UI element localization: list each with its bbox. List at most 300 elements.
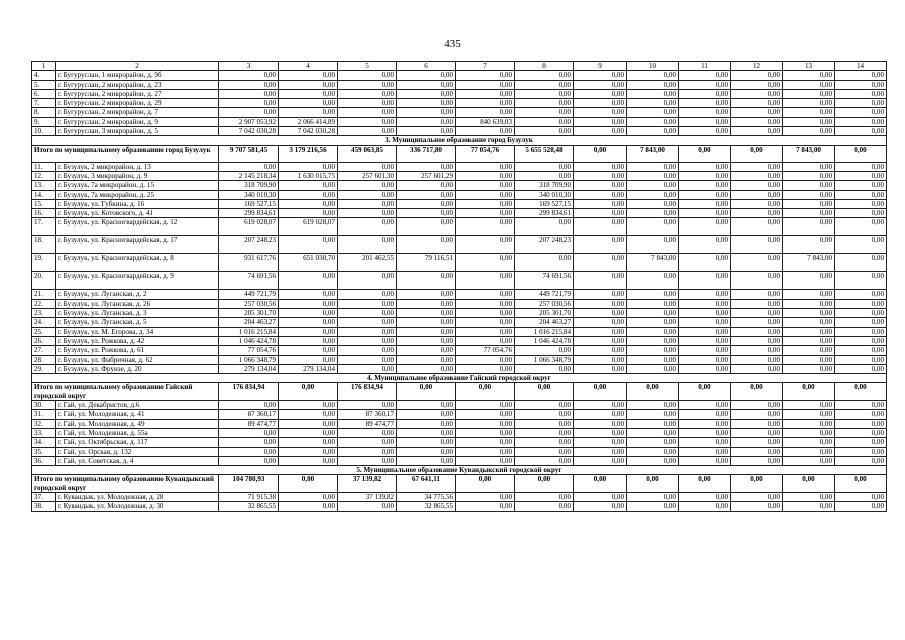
amount-cell: 0,00: [835, 89, 887, 98]
amount-cell: 0,00: [731, 355, 783, 364]
amount-cell: 0,00: [679, 410, 731, 419]
amount-cell: 651 038,70: [279, 254, 338, 272]
amount-cell: 0,00: [835, 290, 887, 299]
amount-cell: 0,00: [731, 199, 783, 208]
amount-cell: 0,00: [731, 401, 783, 410]
amount-cell: 0,00: [338, 428, 397, 437]
subtotal-value: 0,00: [835, 475, 887, 493]
amount-cell: 0,00: [515, 428, 574, 437]
amount-cell: 0,00: [338, 236, 397, 254]
amount-cell: 0,00: [574, 336, 627, 345]
amount-cell: 0,00: [279, 447, 338, 456]
amount-cell: 0,00: [835, 80, 887, 89]
amount-cell: 0,00: [574, 254, 627, 272]
amount-cell: 0,00: [731, 364, 783, 373]
amount-cell: 0,00: [731, 318, 783, 327]
amount-cell: 0,00: [338, 272, 397, 290]
subtotal-value: 0,00: [679, 475, 731, 493]
amount-cell: 0,00: [397, 336, 456, 345]
table-row: [32, 419, 887, 428]
amount-cell: 0,00: [627, 447, 679, 456]
amount-cell: 0,00: [731, 99, 783, 108]
amount-cell: 0,00: [397, 117, 456, 126]
amount-cell: 0,00: [515, 410, 574, 419]
column-number: 12: [731, 62, 783, 71]
row-number: 11.: [32, 162, 56, 171]
amount-cell: 0,00: [515, 492, 574, 501]
amount-cell: 0,00: [515, 447, 574, 456]
table-row: [32, 89, 887, 98]
table-row: [32, 254, 887, 272]
amount-cell: 0,00: [574, 299, 627, 308]
amount-cell: 0,00: [279, 336, 338, 345]
amount-cell: 0,00: [515, 254, 574, 272]
amount-cell: 0,00: [627, 80, 679, 89]
amount-cell: 0,00: [783, 290, 835, 299]
amount-cell: 0,00: [679, 190, 731, 199]
amount-cell: 0,00: [397, 71, 456, 80]
address-cell: г. Бугуруслан, 2 микрорайон, д. 27: [56, 89, 219, 98]
row-number: 21.: [32, 290, 56, 299]
amount-cell: 0,00: [515, 419, 574, 428]
section-heading: 4. Муниципальное образование Гайский городской округ: [32, 374, 887, 383]
amount-cell: 205 301,70: [515, 309, 574, 318]
amount-cell: 0,00: [574, 428, 627, 437]
amount-cell: 0,00: [731, 327, 783, 336]
amount-cell: 0,00: [574, 218, 627, 236]
section-heading-row: [32, 374, 887, 383]
amount-cell: 0,00: [279, 401, 338, 410]
subtotal-label: Итого по муниципальному образованию Кувандыкский городской округ: [32, 475, 219, 493]
amount-cell: 0,00: [279, 190, 338, 199]
amount-cell: 0,00: [627, 218, 679, 236]
amount-cell: 318 709,90: [515, 181, 574, 190]
subtotal-value: 0,00: [515, 475, 574, 493]
amount-cell: 0,00: [731, 309, 783, 318]
subtotal-value: 0,00: [679, 383, 731, 401]
amount-cell: 0,00: [397, 162, 456, 171]
amount-cell: 0,00: [397, 327, 456, 336]
amount-cell: 0,00: [456, 181, 515, 190]
amount-cell: 0,00: [279, 492, 338, 501]
amount-cell: 0,00: [835, 456, 887, 465]
amount-cell: 0,00: [731, 236, 783, 254]
amount-cell: 0,00: [279, 355, 338, 364]
row-number: 12.: [32, 171, 56, 180]
amount-cell: 0,00: [456, 89, 515, 98]
row-number: 6.: [32, 89, 56, 98]
amount-cell: 0,00: [279, 290, 338, 299]
amount-cell: 0,00: [679, 419, 731, 428]
row-number: 15.: [32, 199, 56, 208]
subtotal-value: 459 063,85: [338, 145, 397, 162]
amount-cell: 0,00: [679, 401, 731, 410]
address-cell: г. Бузулук, ул. Луганская, д. 5: [56, 318, 219, 327]
amount-cell: 0,00: [627, 419, 679, 428]
amount-cell: 0,00: [835, 502, 887, 511]
table-body: [32, 62, 887, 512]
amount-cell: 0,00: [731, 346, 783, 355]
amount-cell: 931 617,76: [219, 254, 279, 272]
address-cell: г. Бузулук, ул. Котовского, д. 41: [56, 209, 219, 218]
amount-cell: 0,00: [731, 71, 783, 80]
row-number: 37.: [32, 492, 56, 501]
amount-cell: 0,00: [456, 410, 515, 419]
address-cell: г. Бузулук, 2 микрорайон, д. 13: [56, 162, 219, 171]
amount-cell: 0,00: [679, 199, 731, 208]
address-cell: г. Бузулук, ул. Красногвардейская, д. 9: [56, 272, 219, 290]
amount-cell: 79 116,51: [397, 254, 456, 272]
amount-cell: 87 360,17: [338, 410, 397, 419]
table-row: [32, 209, 887, 218]
amount-cell: 0,00: [783, 346, 835, 355]
subtotal-value: 0,00: [731, 475, 783, 493]
amount-cell: 279 134,04: [219, 364, 279, 373]
amount-cell: 0,00: [456, 492, 515, 501]
amount-cell: 0,00: [679, 502, 731, 511]
subtotal-value: 7 843,00: [627, 145, 679, 162]
amount-cell: 0,00: [627, 127, 679, 136]
table-row: [32, 447, 887, 456]
amount-cell: 87 360,17: [219, 410, 279, 419]
subtotal-value: 3 179 216,56: [279, 145, 338, 162]
amount-cell: 0,00: [679, 99, 731, 108]
amount-cell: 0,00: [731, 272, 783, 290]
amount-cell: 0,00: [338, 309, 397, 318]
amount-cell: 0,00: [397, 410, 456, 419]
amount-cell: 169 527,15: [219, 199, 279, 208]
table-row: [32, 171, 887, 180]
amount-cell: 0,00: [574, 190, 627, 199]
amount-cell: 0,00: [219, 447, 279, 456]
column-number: 6: [397, 62, 456, 71]
column-number: 10: [627, 62, 679, 71]
subtotal-value: 0,00: [835, 383, 887, 401]
table-row: [32, 309, 887, 318]
address-cell: г. Гай, ул. Декабристов, д.6: [56, 401, 219, 410]
amount-cell: 71 915,38: [219, 492, 279, 501]
amount-cell: 0,00: [574, 456, 627, 465]
amount-cell: 0,00: [783, 272, 835, 290]
subtotal-value: 9 707 581,45: [219, 145, 279, 162]
amount-cell: 0,00: [627, 209, 679, 218]
subtotal-value: 0,00: [515, 383, 574, 401]
address-cell: г. Гай, ул. Молодежная, д. 41: [56, 410, 219, 419]
amount-cell: 0,00: [279, 236, 338, 254]
amount-cell: 0,00: [338, 190, 397, 199]
amount-cell: 0,00: [679, 272, 731, 290]
amount-cell: 0,00: [279, 181, 338, 190]
address-cell: г. Кувандык, ул. Молодежная, д. 30: [56, 502, 219, 511]
amount-cell: 0,00: [679, 336, 731, 345]
subtotal-value: 0,00: [456, 383, 515, 401]
amount-cell: 0,00: [338, 438, 397, 447]
amount-cell: 169 527,15: [515, 199, 574, 208]
row-number: 17.: [32, 218, 56, 236]
amount-cell: 0,00: [835, 401, 887, 410]
address-cell: г. Бугуруслан, 3 микрорайон, д. 5: [56, 127, 219, 136]
amount-cell: 0,00: [627, 309, 679, 318]
amount-cell: 207 248,23: [515, 236, 574, 254]
amount-cell: 0,00: [627, 401, 679, 410]
amount-cell: 0,00: [456, 80, 515, 89]
amount-cell: 0,00: [574, 181, 627, 190]
address-cell: г. Бугуруслан, 2 микрорайон, д. 23: [56, 80, 219, 89]
amount-cell: 0,00: [679, 218, 731, 236]
table-row: [32, 117, 887, 126]
table-row: [32, 364, 887, 373]
table-row: [32, 290, 887, 299]
subtotal-value: 176 834,94: [219, 383, 279, 401]
amount-cell: 0,00: [279, 99, 338, 108]
amount-cell: 7 843,00: [783, 254, 835, 272]
address-cell: г. Бузулук, ул. Красногвардейская, д. 8: [56, 254, 219, 272]
address-cell: г. Бугуруслан, 2 микрорайон, д. 7: [56, 108, 219, 117]
amount-cell: 0,00: [835, 492, 887, 501]
amount-cell: 0,00: [627, 199, 679, 208]
amount-cell: 1 630 015,75: [279, 171, 338, 180]
amount-cell: 0,00: [627, 438, 679, 447]
row-number: 26.: [32, 336, 56, 345]
amount-cell: 0,00: [679, 209, 731, 218]
amount-cell: 0,00: [574, 80, 627, 89]
amount-cell: 0,00: [456, 209, 515, 218]
subtotal-value: 0,00: [397, 383, 456, 401]
subtotal-value: 0,00: [627, 383, 679, 401]
amount-cell: 34 775,56: [397, 492, 456, 501]
address-cell: г. Бузулук, ул. Луганская, д. 2: [56, 290, 219, 299]
amount-cell: 0,00: [574, 89, 627, 98]
table-row: [32, 80, 887, 89]
amount-cell: 257 601,29: [397, 171, 456, 180]
amount-cell: 0,00: [627, 299, 679, 308]
amount-cell: 0,00: [338, 502, 397, 511]
amount-cell: 0,00: [627, 272, 679, 290]
row-number: 36.: [32, 456, 56, 465]
amount-cell: 0,00: [783, 318, 835, 327]
amount-cell: 0,00: [783, 401, 835, 410]
amount-cell: 0,00: [835, 117, 887, 126]
section-heading-row: [32, 136, 887, 145]
subtotal-value: 0,00: [456, 475, 515, 493]
column-number: 2: [56, 62, 219, 71]
subtotal-value: 0,00: [574, 145, 627, 162]
amount-cell: 0,00: [279, 428, 338, 437]
amount-cell: 0,00: [679, 71, 731, 80]
amount-cell: 0,00: [627, 428, 679, 437]
amount-cell: 0,00: [219, 108, 279, 117]
amount-cell: 0,00: [679, 181, 731, 190]
amount-cell: 0,00: [397, 299, 456, 308]
amount-cell: 0,00: [397, 236, 456, 254]
row-number: 31.: [32, 410, 56, 419]
amount-cell: 0,00: [279, 456, 338, 465]
amount-cell: 0,00: [679, 364, 731, 373]
amount-cell: 0,00: [456, 401, 515, 410]
amount-cell: 0,00: [219, 401, 279, 410]
amount-cell: 0,00: [397, 99, 456, 108]
amount-cell: 0,00: [279, 346, 338, 355]
amount-cell: 0,00: [627, 364, 679, 373]
amount-cell: 0,00: [456, 108, 515, 117]
address-cell: г. Бузулук, 7а микрорайон, д. 25: [56, 190, 219, 199]
address-cell: г. Бузулук, ул. Красногвардейская, д. 17: [56, 236, 219, 254]
table-row: [32, 236, 887, 254]
amount-cell: 0,00: [679, 80, 731, 89]
amount-cell: 0,00: [679, 254, 731, 272]
amount-cell: 0,00: [515, 438, 574, 447]
amount-cell: 0,00: [835, 127, 887, 136]
amount-cell: 0,00: [574, 346, 627, 355]
amount-cell: 0,00: [731, 171, 783, 180]
amount-cell: 0,00: [835, 71, 887, 80]
row-number: 25.: [32, 327, 56, 336]
row-number: 22.: [32, 299, 56, 308]
table-row: [32, 190, 887, 199]
subtotal-value: 0,00: [627, 475, 679, 493]
amount-cell: 0,00: [783, 336, 835, 345]
row-number: 38.: [32, 502, 56, 511]
row-number: 14.: [32, 190, 56, 199]
amount-cell: 0,00: [783, 218, 835, 236]
row-number: 19.: [32, 254, 56, 272]
amount-cell: 0,00: [397, 309, 456, 318]
amount-cell: 0,00: [456, 364, 515, 373]
amount-cell: 0,00: [574, 209, 627, 218]
amount-cell: 89 474,77: [219, 419, 279, 428]
amount-cell: 77 054,76: [456, 346, 515, 355]
amount-cell: 77 054,76: [219, 346, 279, 355]
amount-cell: 0,00: [279, 419, 338, 428]
amount-cell: 0,00: [731, 190, 783, 199]
amount-cell: 0,00: [731, 218, 783, 236]
amount-cell: 0,00: [574, 290, 627, 299]
row-number: 33.: [32, 428, 56, 437]
amount-cell: 0,00: [679, 355, 731, 364]
row-number: 23.: [32, 309, 56, 318]
amount-cell: 0,00: [835, 438, 887, 447]
amount-cell: 0,00: [515, 71, 574, 80]
amount-cell: 0,00: [397, 127, 456, 136]
amount-cell: 0,00: [456, 127, 515, 136]
amount-cell: 0,00: [731, 108, 783, 117]
amount-cell: 0,00: [456, 254, 515, 272]
column-number: 1: [32, 62, 56, 71]
amount-cell: 0,00: [679, 438, 731, 447]
amount-cell: 0,00: [731, 492, 783, 501]
amount-cell: 0,00: [627, 355, 679, 364]
amount-cell: 32 865,55: [397, 502, 456, 511]
table-row: [32, 410, 887, 419]
amount-cell: 0,00: [783, 181, 835, 190]
subtotal-value: 5 655 528,48: [515, 145, 574, 162]
amount-cell: 32 865,55: [219, 502, 279, 511]
amount-cell: 0,00: [783, 456, 835, 465]
amount-cell: 0,00: [783, 117, 835, 126]
amount-cell: 0,00: [679, 117, 731, 126]
amount-cell: 0,00: [574, 355, 627, 364]
address-cell: г. Бугуруслан, 2 микрорайон, д. 29: [56, 99, 219, 108]
amount-cell: 0,00: [338, 318, 397, 327]
amount-cell: 0,00: [397, 199, 456, 208]
table-row: [32, 272, 887, 290]
amount-cell: 0,00: [338, 355, 397, 364]
amount-cell: 0,00: [783, 364, 835, 373]
address-cell: г. Кувандык, ул. Молодежная, д. 28: [56, 492, 219, 501]
subtotal-value: 176 834,94: [338, 383, 397, 401]
amount-cell: 0,00: [627, 456, 679, 465]
amount-cell: 1 066 348,79: [515, 355, 574, 364]
amount-cell: 0,00: [679, 236, 731, 254]
subtotal-row: [32, 475, 887, 493]
amount-cell: 0,00: [835, 447, 887, 456]
table-row: [32, 99, 887, 108]
amount-cell: 0,00: [627, 162, 679, 171]
amount-cell: 0,00: [731, 456, 783, 465]
address-cell: г. Бузулук, ул. Фабричная, д. 62: [56, 355, 219, 364]
amount-cell: 0,00: [456, 99, 515, 108]
amount-cell: 0,00: [338, 336, 397, 345]
row-number: 5.: [32, 80, 56, 89]
amount-cell: 2 907 053,92: [219, 117, 279, 126]
address-cell: г. Бугуруслан, 2 микрорайон, д. 9: [56, 117, 219, 126]
amount-cell: 0,00: [219, 456, 279, 465]
table-row: [32, 401, 887, 410]
amount-cell: 0,00: [397, 428, 456, 437]
amount-cell: 0,00: [456, 336, 515, 345]
amount-cell: 0,00: [397, 447, 456, 456]
amount-cell: 7 843,00: [627, 254, 679, 272]
amount-cell: 0,00: [627, 117, 679, 126]
amount-cell: 0,00: [456, 199, 515, 208]
amount-cell: 0,00: [835, 410, 887, 419]
amount-cell: 0,00: [679, 162, 731, 171]
amount-cell: 0,00: [835, 364, 887, 373]
table-row: [32, 318, 887, 327]
address-cell: г. Гай, ул. Молодежная, д. 49: [56, 419, 219, 428]
amount-cell: 1 046 424,78: [515, 336, 574, 345]
amount-cell: 1 066 348,79: [219, 355, 279, 364]
amount-cell: 89 474,77: [338, 419, 397, 428]
amount-cell: 0,00: [835, 318, 887, 327]
amount-cell: 0,00: [679, 89, 731, 98]
amount-cell: 0,00: [731, 162, 783, 171]
amount-cell: 2 066 414,89: [279, 117, 338, 126]
amount-cell: 0,00: [574, 71, 627, 80]
amount-cell: 0,00: [338, 108, 397, 117]
subtotal-label: Итого по муниципальному образованию город Бузулук: [32, 145, 219, 162]
amount-cell: 0,00: [783, 127, 835, 136]
address-cell: г. Бузулук, ул. Луганская, д. 3: [56, 309, 219, 318]
amount-cell: 0,00: [338, 127, 397, 136]
section-heading-row: [32, 466, 887, 475]
amount-cell: 0,00: [279, 162, 338, 171]
row-number: 13.: [32, 181, 56, 190]
amount-cell: 0,00: [574, 327, 627, 336]
table-row: [32, 502, 887, 511]
subtotal-value: 0,00: [679, 145, 731, 162]
column-number: 14: [835, 62, 887, 71]
amount-cell: 0,00: [679, 171, 731, 180]
column-number: 9: [574, 62, 627, 71]
amount-cell: 0,00: [397, 272, 456, 290]
address-cell: г. Бузулук, ул. Рожкова, д. 61: [56, 346, 219, 355]
amount-cell: 257 601,30: [338, 171, 397, 180]
amount-cell: 0,00: [515, 171, 574, 180]
amount-cell: 0,00: [456, 456, 515, 465]
amount-cell: 0,00: [515, 364, 574, 373]
amount-cell: 0,00: [574, 127, 627, 136]
